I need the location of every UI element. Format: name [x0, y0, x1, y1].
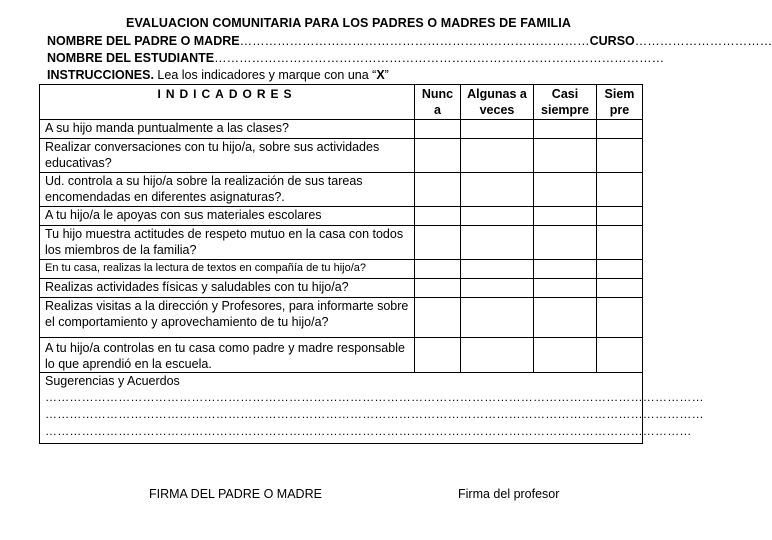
header-indicadores: INDICADORES	[40, 85, 415, 120]
header-casi-siempre: Casi siempre	[534, 85, 597, 120]
table-row	[40, 139, 643, 173]
cell-algunas-veces[interactable]	[461, 173, 534, 207]
cell-algunas-veces[interactable]	[461, 338, 534, 373]
instructions-label: INSTRUCCIONES.	[47, 68, 154, 82]
cell-nunca[interactable]	[415, 120, 461, 139]
suggestions-label: Sugerencias y Acuerdos	[45, 374, 180, 388]
indicator-7: Realizas actividades físicas y saludables con tu hijo/a?	[40, 279, 415, 298]
cell-nunca[interactable]	[415, 338, 461, 373]
cell-casi-siempre[interactable]	[534, 279, 597, 298]
indicator-2: Realizar conversaciones con tu hijo/a, sobre sus actividades educativas?	[40, 139, 415, 173]
suggestions-row	[40, 373, 643, 444]
cell-algunas-veces[interactable]	[461, 260, 534, 279]
cell-siempre[interactable]	[597, 226, 643, 260]
indicators-table	[39, 84, 704, 444]
header-siempre: Siem pre	[597, 85, 643, 120]
parent-name-line	[47, 34, 772, 48]
student-name-field[interactable]: ………………………………………………………………………………………………	[214, 51, 665, 65]
suggestions-line[interactable]: ………………………………………………………………………………………………………………………………………………	[45, 390, 704, 404]
course-label: CURSO	[589, 34, 635, 48]
header-algunas-veces: Algunas a veces	[461, 85, 534, 120]
cell-siempre[interactable]	[597, 139, 643, 173]
table-row	[40, 298, 643, 338]
cell-casi-siempre[interactable]	[534, 338, 597, 373]
document-title: EVALUACION COMUNITARIA PARA LOS PADRES O MADRES DE FAMILIA	[126, 16, 571, 30]
cell-siempre[interactable]	[597, 298, 643, 338]
table-header-row	[40, 85, 643, 120]
cell-algunas-veces[interactable]	[461, 207, 534, 226]
cell-siempre[interactable]	[597, 279, 643, 298]
indicator-1: A su hijo manda puntualmente a las clases?	[40, 120, 415, 139]
cell-siempre[interactable]	[597, 260, 643, 279]
cell-siempre[interactable]	[597, 173, 643, 207]
cell-algunas-veces[interactable]	[461, 120, 534, 139]
suggestions-line[interactable]: ………………………………………………………………………………………………………………………………………………	[45, 407, 704, 421]
cell-casi-siempre[interactable]	[534, 173, 597, 207]
suggestions-line[interactable]: ……………………………………………………………………………………………………………………………………………	[45, 424, 692, 438]
cell-casi-siempre[interactable]	[534, 226, 597, 260]
table-row	[40, 207, 643, 226]
table-row	[40, 338, 643, 373]
header-nunca: Nunc a	[415, 85, 461, 120]
cell-nunca[interactable]	[415, 173, 461, 207]
student-name-label: NOMBRE DEL ESTUDIANTE	[47, 51, 215, 65]
cell-nunca[interactable]	[415, 226, 461, 260]
cell-algunas-veces[interactable]	[461, 226, 534, 260]
cell-siempre[interactable]	[597, 207, 643, 226]
cell-casi-siempre[interactable]	[534, 120, 597, 139]
indicator-8: Realizas visitas a la dirección y Profesores, para informarte sobre el comportamiento y aprovechamiento de tu hijo/a?	[40, 298, 415, 338]
instructions-text: Lea los indicadores y marque con una “	[153, 68, 377, 82]
instructions-line	[47, 68, 389, 82]
table-row	[40, 120, 643, 139]
table-row	[40, 279, 643, 298]
indicator-4: A tu hijo/a le apoyas con sus materiales escolares	[40, 207, 415, 226]
cell-casi-siempre[interactable]	[534, 207, 597, 226]
parent-signature-label: FIRMA DEL PADRE O MADRE	[149, 487, 322, 501]
cell-nunca[interactable]	[415, 279, 461, 298]
cell-algunas-veces[interactable]	[461, 139, 534, 173]
table-row	[40, 260, 643, 279]
indicator-6: En tu casa, realizas la lectura de textos en compañía de tu hijo/a?	[40, 260, 415, 279]
cell-nunca[interactable]	[415, 260, 461, 279]
cell-nunca[interactable]	[415, 207, 461, 226]
parent-name-label: NOMBRE DEL PADRE O MADRE	[47, 34, 240, 48]
cell-nunca[interactable]	[415, 298, 461, 338]
cell-casi-siempre[interactable]	[534, 298, 597, 338]
table-row	[40, 173, 643, 207]
instructions-mark: X	[376, 68, 385, 82]
cell-algunas-veces[interactable]	[461, 279, 534, 298]
cell-algunas-veces[interactable]	[461, 298, 534, 338]
indicator-5: Tu hijo muestra actitudes de respeto mutuo en la casa con todos los miembros de la familia?	[40, 226, 415, 260]
cell-siempre[interactable]	[597, 120, 643, 139]
parent-name-field[interactable]: …………………………………………………………………………	[239, 34, 590, 48]
indicator-9: A tu hijo/a controlas en tu casa como padre y madre responsable lo que aprendió en la escuela.	[40, 338, 415, 373]
cell-casi-siempre[interactable]	[534, 260, 597, 279]
cell-casi-siempre[interactable]	[534, 139, 597, 173]
course-field[interactable]: ……………………………	[634, 34, 772, 48]
indicator-3: Ud. controla a su hijo/a sobre la realización de sus tareas encomendadas en diferentes asignaturas?.	[40, 173, 415, 207]
teacher-signature-label: Firma del profesor	[458, 487, 560, 501]
instructions-close-quote: ”	[384, 68, 389, 82]
table-row	[40, 226, 643, 260]
cell-siempre[interactable]	[597, 338, 643, 373]
student-name-line	[47, 51, 664, 65]
cell-nunca[interactable]	[415, 139, 461, 173]
suggestions-cell[interactable]	[40, 373, 704, 444]
